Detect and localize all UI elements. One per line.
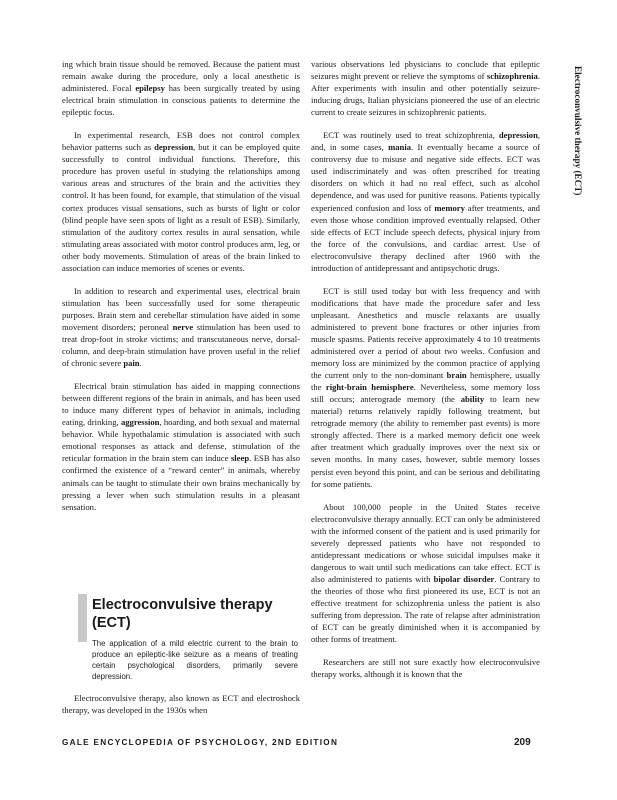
term-link[interactable]: right-brain hemisphere <box>325 382 414 393</box>
paragraph: Researchers are still not sure exactly how electroconvulsive therapy works, although it is known that the <box>311 657 540 680</box>
running-head <box>571 66 583 286</box>
term-link[interactable]: mania <box>388 142 412 153</box>
paragraph: In experimental research, ESB does not control complex behavior patterns such as depression, but it can be employed quite successfully to control individual functions. Therefore, this procedure has proven useful in studying the relationships among various areas and structures of the brain and the activities they control. It has been found, for example, that stimulation of the visual cortex produces visual sensations, such as bursts of light or color (blind people have seen spots of light as a result of ESB). Similarly, stimulation of the auditory cortex results in aural sensation, while stimulating areas associated with motor control produces arm, leg, or other body movements. Stimulation of areas of the brain linked to association can induce memories of scenes or events. <box>62 130 301 273</box>
paragraph: Electroconvulsive therapy, also known as ECT and electroshock therapy, was developed in the 1930s when <box>62 693 300 716</box>
left-column <box>62 58 300 513</box>
paragraph: ECT is still used today but with less frequency and with modifications that have made the procedure safer and less unpleasant. Anesthetics and muscle relaxants are usually administered to prevent bone fractures or other injuries from muscle spasms. Patients receive approximately 4 to 10 treatments administered over a period of about two weeks. Confusion and memory loss are minimized by the common practice of applying the current only to the non-dominant brain hemisphere, usually the right-brain hemisphere. Nevertheless, some memory loss still occurs; anterograde memory (the ability to learn new material) returns relatively rapidly following treatment, but retrograde memory (the ability to remember past events) is more strongly affected. There is a marked memory deficit one week after treatment which gradually improves over the next six or seven months. In many cases, however, subtle memory losses persist even beyond this point, and can be serious and debilitating for some patients. <box>311 285 540 489</box>
footer-publication: GALE ENCYCLOPEDIA OF PSYCHOLOGY, 2ND EDITION <box>62 738 339 747</box>
term-link[interactable]: depression <box>154 142 194 153</box>
running-head-text: Electroconvulsive therapy (ECT) <box>573 66 583 196</box>
term-link[interactable]: schizophrenia <box>486 71 538 82</box>
page-number: 209 <box>514 737 531 748</box>
entry-definition: The application of a mild electric current to the brain to produce an epileptic-like seizure as a means of treating certain psychological disorders, primarily severe depression. <box>92 639 298 681</box>
term-link[interactable]: brain <box>446 370 467 381</box>
paragraph: Electrical brain stimulation has aided in mapping connections between different regions of the brain in animals, and has been used to induce many different types of behavior in animals, including eating, drinking, aggression, hoarding, and both sexual and maternal behavior. While hypothalamic stimulation is associated with such emotional responses as attack and defense, stimulation of the reticular formation in the brain stem can induce sleep. ESB has also confirmed the existence of a “reward center” in animals, whereby animals can be taught to stimulate their own brains mechanically by pressing a lever when such stimulation results in a pleasant sensation. <box>62 381 300 512</box>
term-link[interactable]: memory <box>434 202 465 213</box>
entry-title: Electroconvulsive therapy (ECT) <box>92 597 273 631</box>
term-link[interactable]: depression <box>498 130 538 141</box>
paragraph: ECT was routinely used to treat schizophrenia, depression, and, in some cases, mania. It eventually became a source of controversy due to misuse and negative side effects. ECT was used indiscriminately and was often prescribed for treating disorders on which it had no real effect, such as alcohol dependence, and was used for punitive reasons. Patients typically experienced confusion and loss of memory after treatments, and even those whose condition improved eventually relapsed. Other side effects of ECT include speech defects, physical injury from the force of the convulsions, and cardiac arrest. Use of electroconvulsive therapy declined after 1960 with the introduction of antidepressant and antipsychotic drugs. <box>311 130 540 273</box>
entry-body-start <box>62 692 300 716</box>
term-link[interactable]: aggression <box>120 417 160 428</box>
paragraph: ing which brain tissue should be removed. Because the patient must remain awake during the procedure, only a local anesthetic is administered. Focal epilepsy has been surgically treated by using electrical brain stimulation in conscious patients to determine the epileptic focus. <box>62 59 300 118</box>
term-link[interactable]: bipolar disorder <box>433 573 495 584</box>
term-link[interactable]: nerve <box>172 321 194 332</box>
right-column <box>311 58 540 680</box>
entry-marker-bar <box>78 594 87 642</box>
paragraph: In addition to research and experimental uses, electrical brain stimulation has been successfully used for some therapeutic purposes. Brain stem and cerebellar stimulation have aided in some movement disorders; peroneal nerve stimulation has been used to treat drop-foot in stroke victims; and transcutaneous nerve, dorsal-column, and deep-brain stimulation have proven useful in the relief of chronic severe pain. <box>62 285 301 369</box>
entry-header <box>62 590 300 680</box>
term-link[interactable]: epilepsy <box>135 83 165 94</box>
term-link[interactable]: sleep <box>230 453 250 464</box>
paragraph: various observations led physicians to conclude that epileptic seizures might prevent or relieve the symptoms of schizophrenia. After experiments with insulin and other potentially seizure-inducing drugs, Italian physicians pioneered the use of an electric current to create seizures in schizophrenic patients. <box>311 59 540 118</box>
paragraph: About 100,000 people in the United States receive electroconvulsive therapy annually. ECT can only be administered with the informed consent of the patient and is used primarily for severely depressed patients who have not responded to antidepressant medications or whose suicidal impulses make it dangerous to wait until such medications can take effect. ECT is also administered to patients with bipolar disorder. Contrary to the theories of those who first pioneered its use, ECT is not an effective treatment for schizophrenia unless the patient is also suffering from depression. The rate of relapse after administration of ECT can be greatly diminished when it is accompanied by other forms of treatment. <box>311 501 540 645</box>
term-link[interactable]: ability <box>460 394 485 405</box>
term-link[interactable]: pain <box>123 358 140 369</box>
